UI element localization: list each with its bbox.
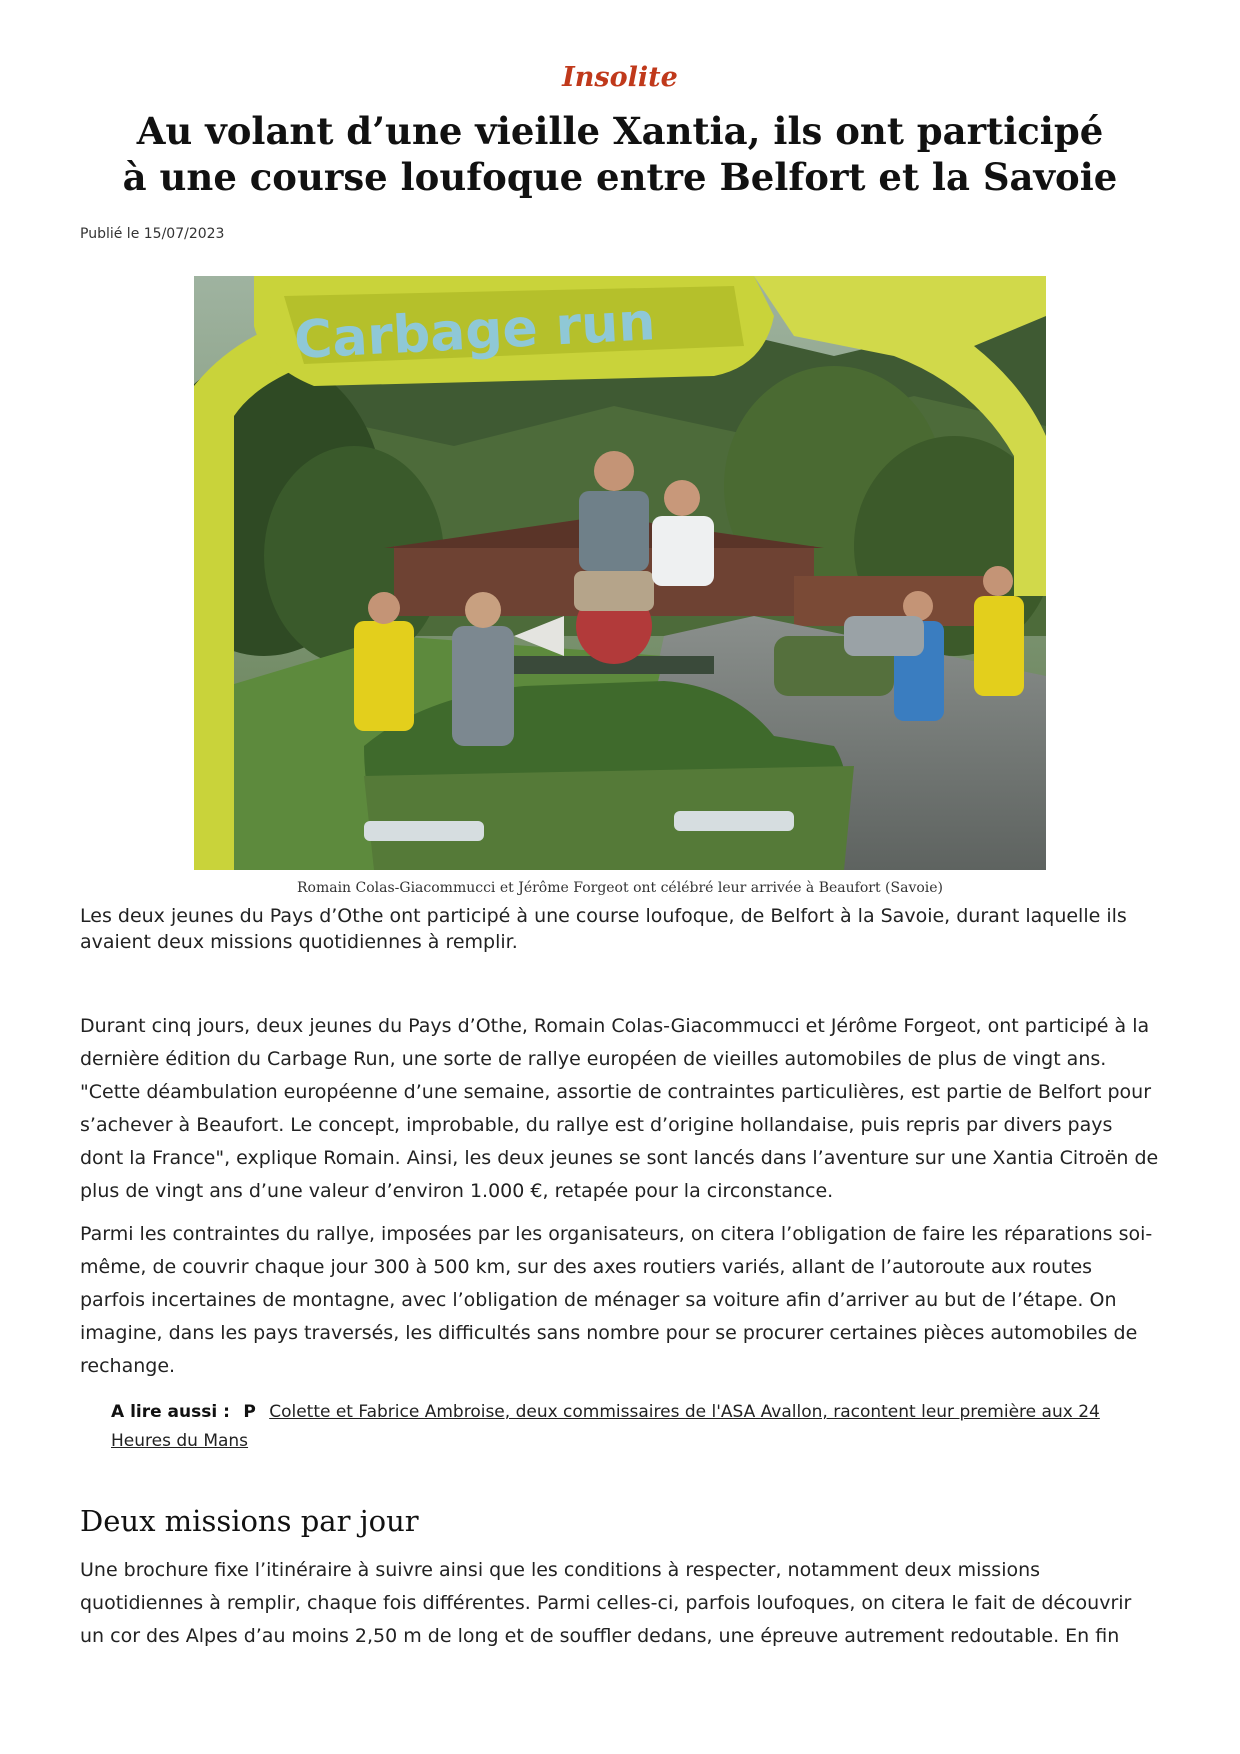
photo-caption: Romain Colas-Giacommucci et Jérôme Forgeot ont célébré leur arrivée à Beaufort (Savoie) [296, 880, 944, 896]
article-photo [194, 276, 1046, 870]
article-title: Au volant d’une vieille Xantia, ils ont participé à une course loufoque entre Belfort et la Savoie [122, 109, 1118, 199]
article-kicker: Insolite [562, 62, 678, 93]
article-lead: Les deux jeunes du Pays d’Othe ont participé à une course loufoque, de Belfort à la Savoie, durant laquelle ils avaient deux missions quotidiennes à remplir. [80, 905, 1127, 953]
photo-illustration [194, 276, 1046, 870]
publish-date: Publié le 15/07/2023 [80, 226, 225, 242]
arch-banner-text: Carbage run [292, 292, 657, 371]
also-read-link[interactable]: Colette et Fabrice Ambroise, deux commissaires de l'ASA Avallon, racontent leur première aux 24 Heures du Mans [111, 1402, 1100, 1451]
section-paragraph: Une brochure fixe l’itinéraire à suivre ainsi que les conditions à respecter, notamment deux missions quotidiennes à remplir, chaque fois différentes. Parmi celles-ci, parfois loufoques, on citera le fait de découvrir un cor des Alpes d’au moins 2,50 m de long et de souffler dedans, une épreuve autrement redoutable. En fin [80, 1559, 1132, 1647]
also-read-icon: P [243, 1402, 256, 1422]
also-read-box [111, 1398, 1160, 1456]
section-heading: Deux missions par jour [80, 1504, 419, 1538]
also-read-label: A lire aussi : [111, 1402, 230, 1422]
article-paragraph-2: Parmi les contraintes du rallye, imposées par les organisateurs, on citera l’obligation de faire les réparations soi-même, de couvrir chaque jour 300 à 500 km, sur des axes routiers variés, allant de l’autoroute aux routes parfois incertaines de montagne, avec l’obligation de ménager sa voiture afin d’arriver au but de l’étape. On imagine, dans les pays traversés, les difficultés sans nombre pour se procurer certaines pièces automobiles de rechange. [80, 1223, 1153, 1377]
article-paragraph-1: Durant cinq jours, deux jeunes du Pays d’Othe, Romain Colas-Giacommucci et Jérôme Forgeot, ont participé à la dernière édition du Carbage Run, une sorte de rallye européen de vieilles automobiles de plus de vingt ans. "Cette déambulation européenne d’une semaine, assortie de contraintes particulières, est partie de Belfort pour s’achever à Beaufort. Le concept, improbable, du rallye est d’origine hollandaise, puis repris par divers pays dont la France", explique Romain. Ainsi, les deux jeunes se sont lancés dans l’aventure sur une Xantia Citroën de plus de vingt ans d’une valeur d’environ 1.000 €, retapée pour la circonstance. [80, 1015, 1159, 1202]
